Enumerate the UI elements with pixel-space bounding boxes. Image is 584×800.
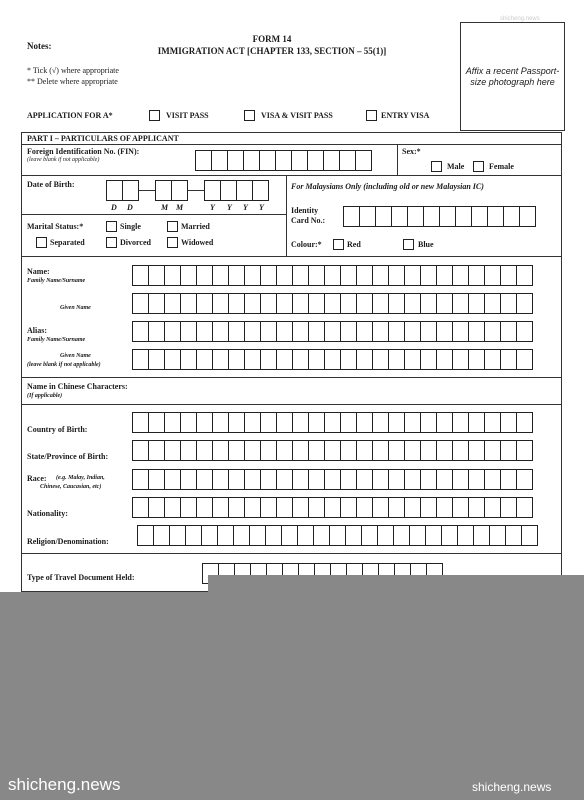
married-checkbox[interactable]	[167, 221, 178, 232]
ic-label-2: Card No.:	[291, 216, 326, 225]
dob-year-boxes[interactable]	[204, 180, 268, 201]
divorced-label: Divorced	[120, 238, 151, 247]
travel-doc-label: Type of Travel Document Held:	[27, 573, 135, 582]
country-birth-boxes[interactable]	[132, 412, 532, 433]
state-birth-boxes[interactable]	[132, 440, 532, 461]
widowed-label: Widowed	[181, 238, 214, 247]
alias-family-label: Family Name/Surname	[27, 337, 86, 343]
colour-label: Colour:*	[291, 240, 322, 249]
race-note-1: (e.g. Malay, Indian,	[56, 475, 105, 481]
widowed-checkbox[interactable]	[167, 237, 178, 248]
ic-number-boxes[interactable]	[343, 206, 535, 227]
nationality-boxes[interactable]	[132, 497, 532, 518]
state-birth-label: State/Province of Birth:	[27, 452, 109, 461]
religion-label: Religion/Denomination:	[27, 537, 109, 546]
visit-pass-label: VISIT PASS	[166, 111, 209, 120]
red-label: Red	[347, 240, 361, 249]
alias-given-boxes[interactable]	[132, 349, 532, 370]
photo-box	[460, 22, 565, 131]
name-label: Name:	[27, 267, 50, 276]
dob-y4: Y	[259, 203, 264, 212]
dob-y2: Y	[227, 203, 232, 212]
watermark-right: shicheng.news	[472, 780, 552, 794]
visa-visit-pass-checkbox[interactable]	[244, 110, 255, 121]
given-name-boxes[interactable]	[132, 293, 532, 314]
dob-d1: D	[111, 203, 117, 212]
blue-label: Blue	[418, 240, 434, 249]
fin-note: (leave blank if not applicable)	[27, 157, 100, 163]
female-label: Female	[489, 162, 514, 171]
entry-visa-label: ENTRY VISA	[381, 111, 430, 120]
religion-boxes[interactable]	[137, 525, 537, 546]
alias-given-label: Given Name	[60, 353, 91, 359]
part1-title: PART I – PARTICULARS OF APPLICANT	[27, 134, 179, 143]
dob-month-boxes[interactable]	[155, 180, 187, 201]
fin-boxes[interactable]	[195, 150, 371, 171]
separated-label: Separated	[50, 238, 85, 247]
family-name-boxes[interactable]	[132, 265, 532, 286]
sex-label: Sex:*	[402, 147, 421, 156]
race-note-2: Chinese, Caucasian, etc)	[40, 484, 102, 490]
act-title: IMMIGRATION ACT [CHAPTER 133, SECTION – 55(1)]	[157, 46, 387, 56]
dob-day-boxes[interactable]	[106, 180, 138, 201]
form-number: FORM 14	[252, 34, 292, 44]
visit-pass-checkbox[interactable]	[149, 110, 160, 121]
dob-d2: D	[127, 203, 133, 212]
chinese-name-note: (If applicable)	[27, 393, 63, 399]
alias-given-note: (leave blank if not applicable)	[27, 362, 101, 368]
alias-family-boxes[interactable]	[132, 321, 532, 342]
dob-m1: M	[161, 203, 169, 212]
gray-overlay	[0, 592, 584, 800]
country-birth-label: Country of Birth:	[27, 425, 88, 434]
application-label: APPLICATION FOR A*	[27, 111, 113, 120]
fin-label: Foreign Identification No. (FIN):	[27, 147, 140, 156]
dob-y3: Y	[243, 203, 248, 212]
visa-visit-pass-label: VISA & VISIT PASS	[261, 111, 333, 120]
single-label: Single	[120, 222, 141, 231]
dob-label: Date of Birth:	[27, 180, 75, 189]
marital-label: Marital Status:*	[27, 222, 84, 231]
nationality-label: Nationality:	[27, 509, 68, 518]
given-name-label: Given Name	[60, 305, 91, 311]
chinese-name-label: Name in Chinese Characters:	[27, 382, 128, 391]
entry-visa-checkbox[interactable]	[366, 110, 377, 121]
photo-text: Affix a recent Passport-size photograph here	[465, 65, 560, 87]
note-tick: * Tick (√) where appropriate	[27, 66, 119, 75]
blue-checkbox[interactable]	[403, 239, 414, 250]
family-name-label: Family Name/Surname	[27, 278, 86, 284]
notes-label: Notes:	[27, 41, 52, 51]
malaysian-label: For Malaysians Only (including old or new Malaysian IC)	[291, 182, 484, 191]
single-checkbox[interactable]	[106, 221, 117, 232]
race-label: Race:	[27, 474, 47, 483]
male-label: Male	[447, 162, 465, 171]
ic-label-1: Identity	[291, 206, 319, 215]
corner-watermark: shicheng.news	[500, 16, 540, 22]
dob-m2: M	[176, 203, 184, 212]
divorced-checkbox[interactable]	[106, 237, 117, 248]
red-checkbox[interactable]	[333, 239, 344, 250]
alias-label: Alias:	[27, 326, 47, 335]
note-delete: ** Delete where appropriate	[27, 77, 118, 86]
watermark-left: shicheng.news	[8, 775, 121, 794]
race-boxes[interactable]	[132, 469, 532, 490]
female-checkbox[interactable]	[473, 161, 484, 172]
male-checkbox[interactable]	[431, 161, 442, 172]
dob-y1: Y	[210, 203, 215, 212]
separated-checkbox[interactable]	[36, 237, 47, 248]
married-label: Married	[181, 222, 210, 231]
